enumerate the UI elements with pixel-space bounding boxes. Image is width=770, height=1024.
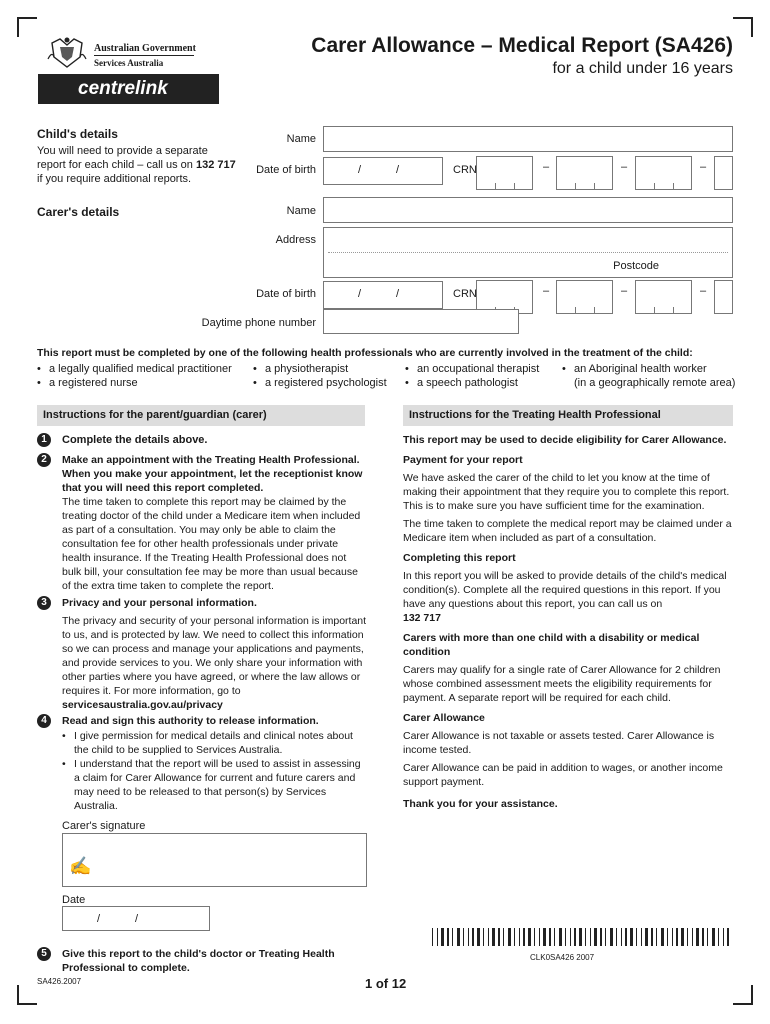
page-subtitle: for a child under 16 years [552, 60, 733, 77]
barcode-bar [534, 928, 535, 946]
child-crn-field-2[interactable] [556, 156, 613, 190]
barcode-bar [559, 928, 562, 946]
barcode-bar [727, 928, 729, 946]
dob-slash: / [358, 164, 362, 176]
professionals-intro: This report must be completed by one of the following health professionals who are currently involved in the treatment of the child: [37, 347, 693, 359]
step-number-2: 2 [37, 453, 51, 467]
page-number: 1 of 12 [365, 976, 407, 991]
barcode-bar [477, 928, 480, 946]
parent-instructions-heading: Instructions for the parent/guardian (carer) [37, 405, 365, 426]
carer-postcode-label: Postcode [613, 260, 659, 272]
child-dob-field[interactable] [323, 157, 443, 185]
barcode-bar [432, 928, 433, 946]
date-slash: / [97, 913, 101, 925]
barcode-bar [483, 928, 484, 946]
professional-item: • a legally qualified medical practitioner [37, 362, 232, 376]
title-code: (SA426) [654, 34, 733, 57]
dob-slash: / [396, 164, 400, 176]
barcode-bar [636, 928, 637, 946]
step-4-title: Read and sign this authority to release information. [62, 715, 319, 727]
child-crn-field-1[interactable] [476, 156, 533, 190]
professional-item: • a registered psychologist [253, 376, 387, 390]
gov-agency: Services Australia [94, 58, 164, 68]
barcode-bar [579, 928, 582, 946]
barcode-bar [594, 928, 597, 946]
barcode-bar [498, 928, 500, 946]
carer-allowance-heading: Carer Allowance [403, 712, 485, 724]
barcode-bar [441, 928, 444, 946]
payment-text-2: The time taken to complete the medical report may be claimed under a Medicare item when included as part of a consultation. [403, 518, 732, 544]
carer-phone-field[interactable] [323, 309, 519, 334]
signature-date-field[interactable] [62, 906, 210, 931]
professionals-col-4 [562, 362, 735, 390]
pen-icon: ✍ [69, 856, 92, 876]
signature-field[interactable] [62, 833, 367, 887]
carer-dob-label: Date of birth [256, 288, 316, 300]
barcode-bar [468, 928, 469, 946]
child-note-text-end: if you require additional reports. [37, 173, 192, 185]
professional-item: • an Aboriginal health worker [562, 362, 735, 376]
carer-crn-label: CRN [453, 288, 477, 300]
barcode-text: CLK0SA426 2007 [530, 953, 595, 962]
date-label: Date [62, 894, 86, 906]
barcode-bar [447, 928, 449, 946]
barcode-bar [641, 928, 642, 946]
multi-child-heading: Carers with more than one child with a disability or medical condition [403, 632, 700, 658]
government-crest [46, 35, 88, 71]
step-2-body: The time taken to complete this report may be claimed by the treating doctor of the child under a Medicare item when included as part of a consultation. You may only be able to claim the consultation fee for other health professionals under private health insurance. If the Treating Health Professional does not bulk bill, your consultation fee may be more than usual because of the extra time taken to complete the report. [62, 496, 361, 592]
barcode-bar [667, 928, 668, 946]
barcode-bar [672, 928, 673, 946]
barcode [432, 927, 732, 949]
child-name-label: Name [286, 133, 316, 145]
barcode-bar [630, 928, 633, 946]
step-3 [62, 596, 367, 712]
carer-phone-label: Daytime phone number [201, 317, 316, 329]
barcode-bar [718, 928, 719, 946]
form-code: SA426.2007 [37, 977, 82, 986]
barcode-bar [539, 928, 540, 946]
professional-item: • a physiotherapist [253, 362, 387, 376]
step-number-5: 5 [37, 947, 51, 961]
step-4 [62, 714, 367, 813]
barcode-bar [600, 928, 602, 946]
authority-item: • I give permission for medical details and clinical notes about the child to be supplied to Services Australia. [62, 729, 367, 757]
carer-dob-field[interactable] [323, 281, 443, 309]
carer-name-field[interactable] [323, 197, 733, 223]
barcode-bar [723, 928, 724, 946]
crn-dash: – [700, 285, 707, 297]
carer-address-label: Address [275, 234, 316, 246]
carer-crn-field-2[interactable] [556, 280, 613, 314]
signature-label: Carer's signature [62, 820, 146, 832]
carer-details-heading: Carer's details [37, 205, 120, 219]
carer-crn-field-3[interactable] [635, 280, 692, 314]
dob-slash: / [396, 288, 400, 300]
date-slash: / [135, 913, 139, 925]
crop-mark-top-right [733, 17, 753, 37]
crop-mark-bottom-left [17, 985, 37, 1005]
centrelink-logo [38, 74, 219, 104]
barcode-bar [452, 928, 453, 946]
step-3-body: The privacy and security of your personal information is important to us, and is protected by law. We need to collect this information so we can process and manage your applications and payments, and provide services to you. We only share your information with other parties where you have agreed, or where the law allows or requires it. For more information, go to [62, 615, 367, 697]
barcode-bar [585, 928, 586, 946]
professionals-col-1 [37, 362, 232, 390]
child-note-phone: 132 717 [195, 159, 236, 171]
barcode-bar [696, 928, 699, 946]
barcode-bar [702, 928, 704, 946]
thanks-text: Thank you for your assistance. [403, 798, 558, 810]
crn-dash: – [621, 285, 628, 297]
professional-instructions [403, 433, 735, 811]
barcode-bar [565, 928, 566, 946]
barcode-bar [457, 928, 460, 946]
crn-dash: – [543, 161, 550, 173]
barcode-bar [574, 928, 576, 946]
carer-allowance-text-2: Carer Allowance can be paid in addition to wages, or another income support payment. [403, 762, 723, 788]
step-1-title: Complete the details above. [62, 434, 208, 446]
step-2 [62, 453, 367, 593]
child-details-note [37, 144, 237, 186]
barcode-bar [492, 928, 495, 946]
privacy-link[interactable]: servicesaustralia.gov.au/privacy [62, 699, 223, 711]
step-5-title: Give this report to the child's doctor or Treating Health Professional to complete. [62, 948, 335, 974]
child-dob-label: Date of birth [256, 164, 316, 176]
barcode-bar [692, 928, 693, 946]
barcode-bar [554, 928, 555, 946]
barcode-bar [543, 928, 546, 946]
professional-item: • a speech pathologist [405, 376, 539, 390]
barcode-bar [676, 928, 678, 946]
barcode-bar [508, 928, 511, 946]
barcode-bar [463, 928, 464, 946]
barcode-bar [590, 928, 591, 946]
barcode-bar [514, 928, 515, 946]
barcode-bar [712, 928, 715, 946]
barcode-bar [616, 928, 617, 946]
multi-child-text: Carers may qualify for a single rate of Carer Allowance for 2 children whose combined assessment meets the eligibility requirements for payment. A separate report will be required for each child. [403, 664, 721, 704]
carer-allowance-text-1: Carer Allowance is not taxable or assets tested. Carer Allowance is income tested. [403, 730, 715, 756]
step-3-title: Privacy and your personal information. [62, 597, 257, 609]
gov-name: Australian Government [94, 43, 196, 54]
barcode-bar [621, 928, 622, 946]
professionals-col-2 [253, 362, 387, 390]
step-number-1: 1 [37, 433, 51, 447]
barcode-bar [681, 928, 684, 946]
child-note-text: You will need to provide a separate report for each child – call us on [37, 145, 208, 171]
barcode-bar [519, 928, 520, 946]
professional-item-note: (in a geographically remote area) [574, 377, 736, 389]
payment-heading: Payment for your report [403, 454, 523, 466]
crop-mark-bottom-right [733, 985, 753, 1005]
barcode-bar [645, 928, 648, 946]
address-dotted-line [328, 252, 728, 253]
barcode-bar [570, 928, 571, 946]
step-2-title: Make an appointment with the Treating Health Professional. When you make your appointment, let the receptionist know that you will need this report completed. [62, 454, 363, 494]
crn-dash: – [543, 285, 550, 297]
authority-item: • I understand that the report will be used to assist in assessing a claim for Carer Allowance for current and future carers and may need to be released to that person(s) by Services Australia. [62, 757, 367, 813]
professional-item: • a registered nurse [37, 376, 232, 390]
carer-crn-field-4[interactable] [714, 280, 733, 314]
child-crn-field-4[interactable] [714, 156, 733, 190]
barcode-bar [661, 928, 664, 946]
child-crn-label: CRN [453, 164, 477, 176]
crn-dash: – [700, 161, 707, 173]
barcode-bar [605, 928, 606, 946]
barcode-bar [625, 928, 627, 946]
completing-heading: Completing this report [403, 552, 516, 564]
crop-mark-top-left [17, 17, 37, 37]
carer-address-field[interactable] [323, 227, 733, 278]
child-name-field[interactable] [323, 126, 733, 152]
barcode-bar [656, 928, 657, 946]
barcode-bar [437, 928, 438, 946]
barcode-bar [488, 928, 489, 946]
completing-text: In this report you will be asked to provide details of the child's medical condition(s). Complete all the required questions in this report. If you have any questions about this report, you can call us on [403, 570, 727, 610]
dob-slash: / [358, 288, 362, 300]
child-details-heading: Child's details [37, 127, 118, 141]
child-crn-field-3[interactable] [635, 156, 692, 190]
barcode-bar [549, 928, 551, 946]
barcode-bar [707, 928, 708, 946]
barcode-bar [687, 928, 688, 946]
step-number-4: 4 [37, 714, 51, 728]
payment-text-1: We have asked the carer of the child to let you know at the time of making their appointment that they require you to complete this report. This is to make sure you have sufficient time for the examination. [403, 472, 730, 512]
professional-item: • an occupational therapist [405, 362, 539, 376]
page-title [311, 34, 733, 58]
carer-name-label: Name [286, 205, 316, 217]
crn-dash: – [621, 161, 628, 173]
barcode-bar [610, 928, 613, 946]
barcode-bar [528, 928, 531, 946]
barcode-bar [523, 928, 525, 946]
step-number-3: 3 [37, 596, 51, 610]
title-main: Carer Allowance – Medical Report [311, 34, 649, 57]
professionals-col-3 [405, 362, 539, 390]
centrelink-wordmark: centrelink [78, 78, 168, 99]
barcode-bar [503, 928, 504, 946]
report-purpose: This report may be used to decide eligibility for Carer Allowance. [403, 434, 727, 446]
barcode-bar [651, 928, 653, 946]
completing-phone: 132 717 [403, 612, 441, 624]
professional-instructions-heading: Instructions for the Treating Health Professional [403, 405, 733, 426]
gov-divider [94, 55, 194, 56]
barcode-bar [472, 928, 474, 946]
